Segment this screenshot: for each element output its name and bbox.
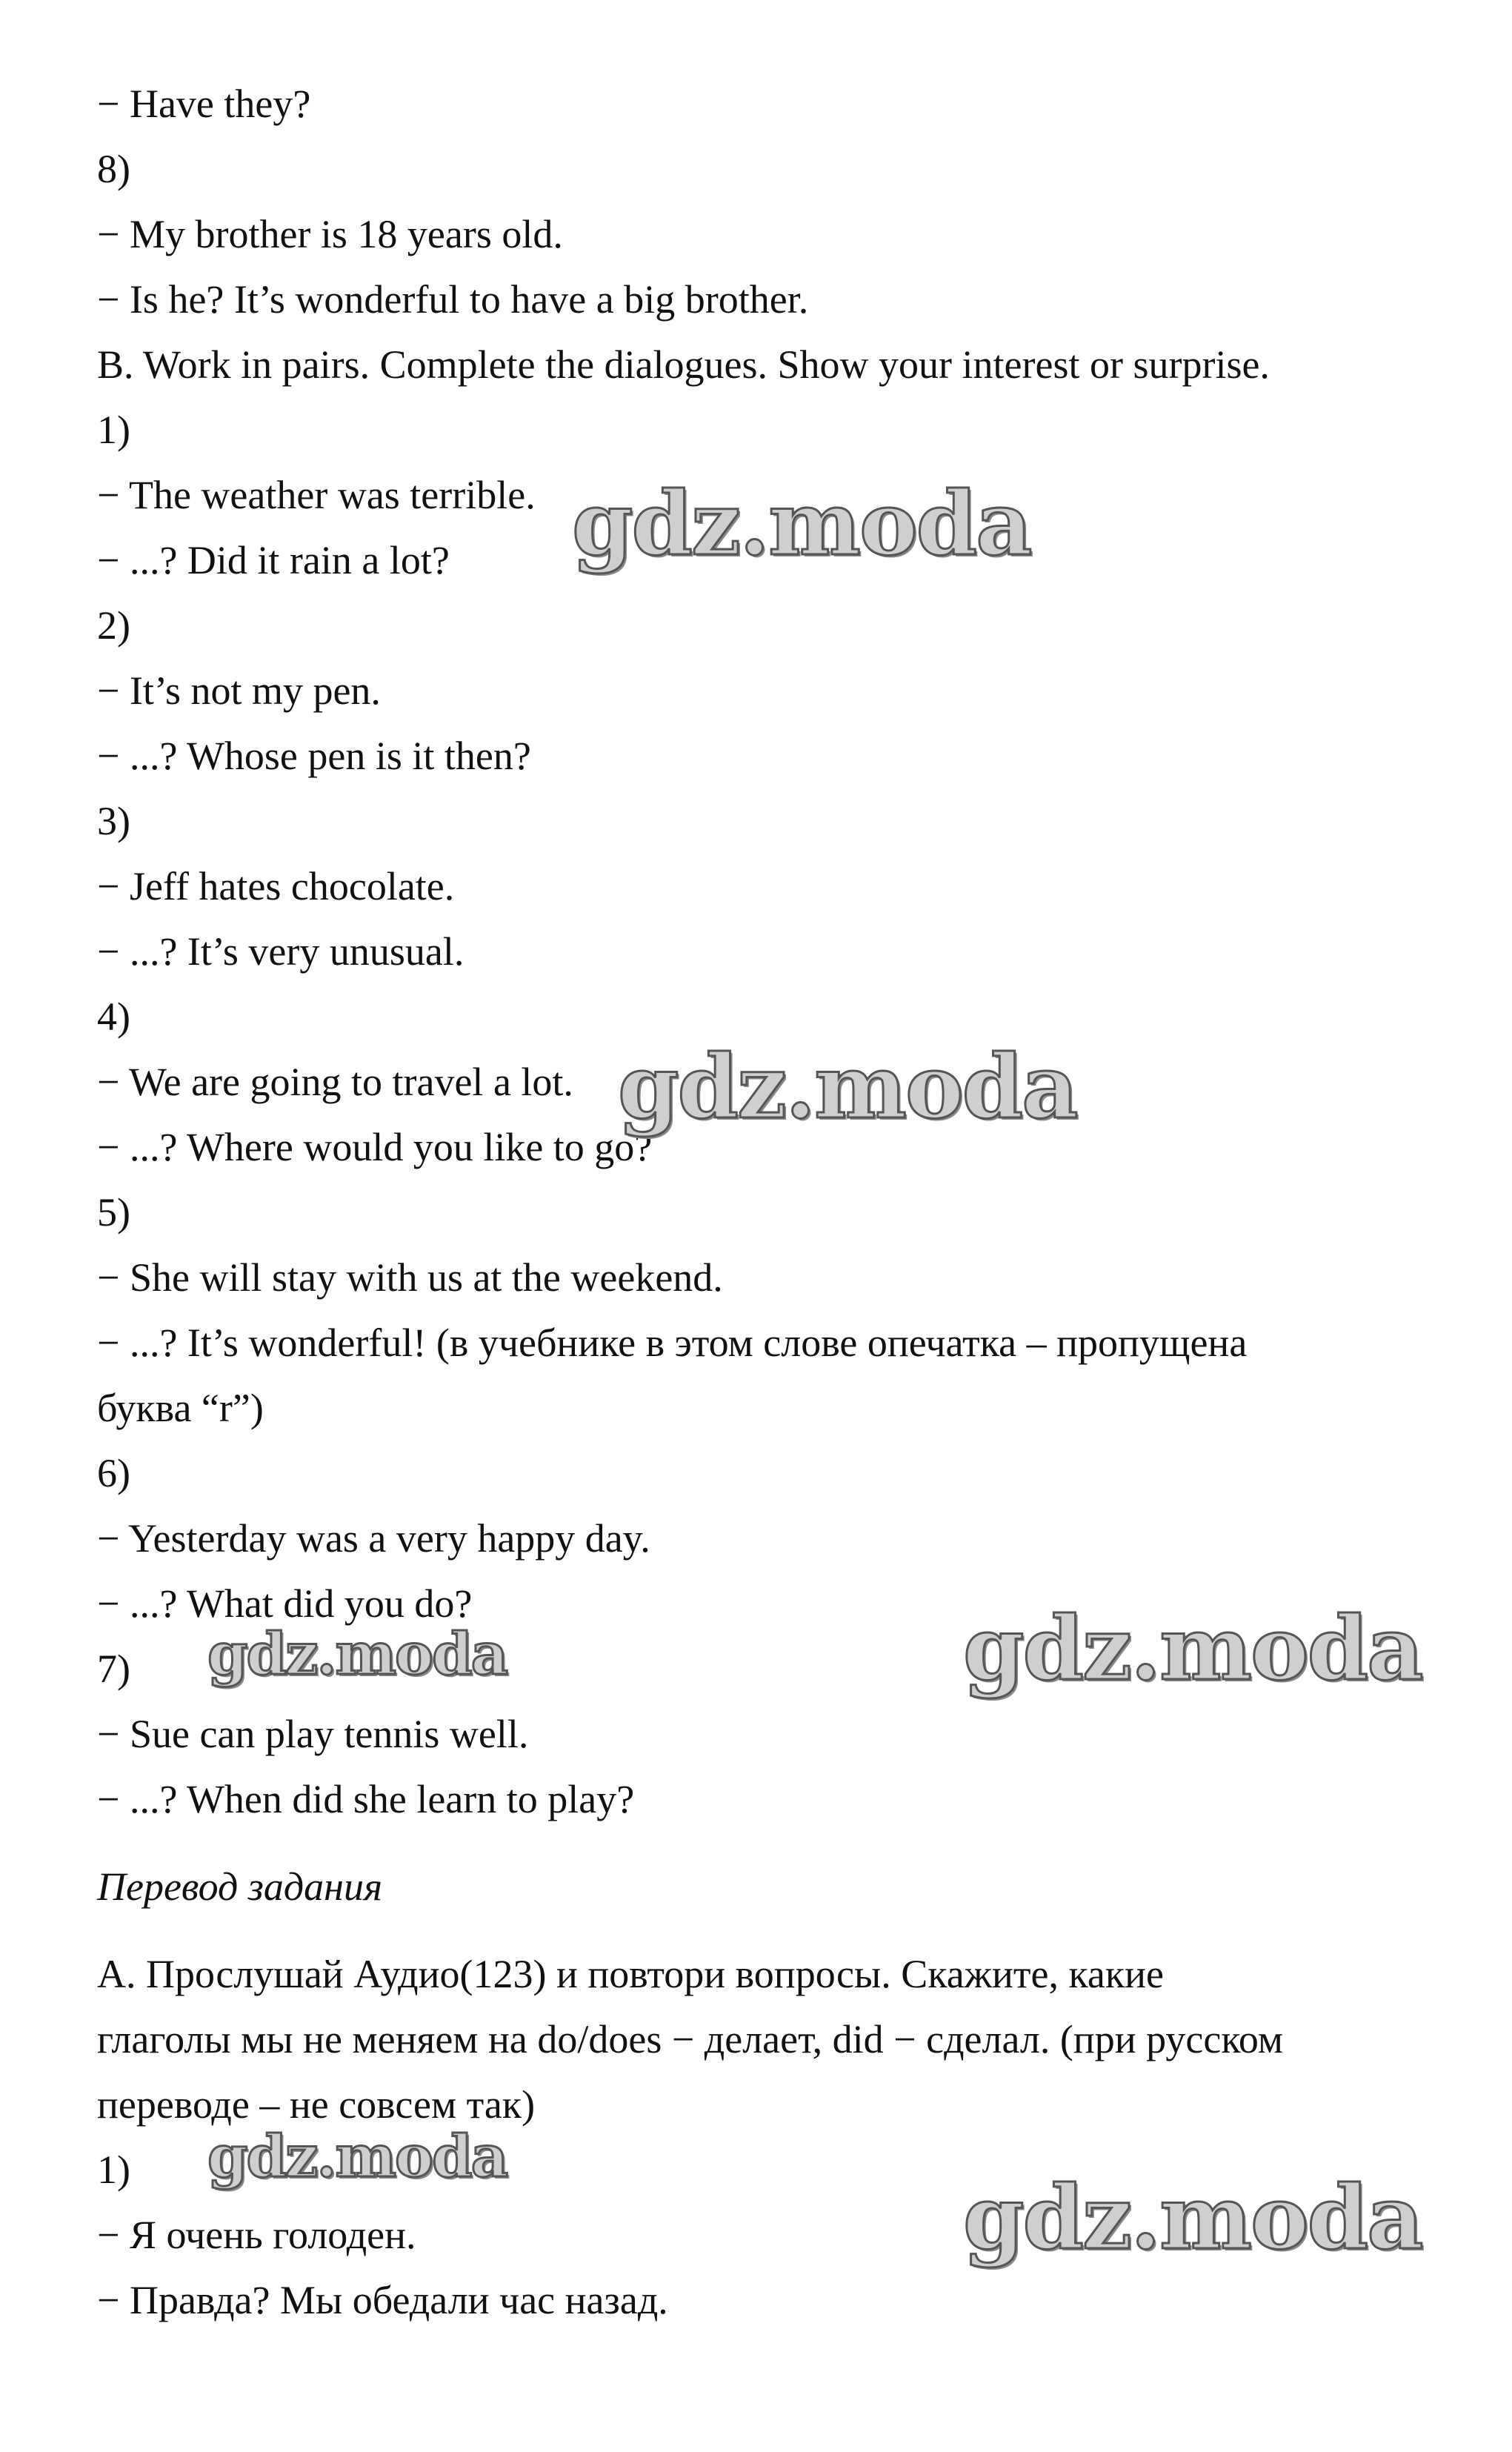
text-line: − Is he? It’s wonderful to have a big brother. [97, 277, 809, 322]
text-line: − Have they? [97, 82, 311, 126]
text-line: − ...? It’s wonderful! (в учебнике в этом слове опечатка – пропущена [97, 1320, 1248, 1365]
text-line: − She will stay with us at the weekend. [97, 1255, 723, 1300]
translation-heading: Перевод задания [97, 1864, 383, 1909]
text-line: − The weather was terrible. [97, 473, 536, 517]
watermark: gdz.moda [963, 1597, 1422, 1700]
text-line: переводе – не совсем так) [97, 2082, 536, 2127]
watermark: gdz.moda [572, 472, 1031, 575]
text-line: − ...? What did you do? [97, 1581, 473, 1626]
text-line: буква “r”) [97, 1386, 264, 1430]
watermark: gdz.moda [618, 1035, 1077, 1138]
watermark: gdz.moda [207, 2123, 507, 2190]
text-line: глаголы мы не меняем на do/does − делает, did − сделал. (при русском [97, 2017, 1283, 2061]
text-line: − ...? Whose pen is it then? [97, 734, 531, 778]
text-line: − Правда? Мы обедали час назад. [97, 2278, 668, 2322]
item-number: 4) [97, 994, 130, 1039]
text-line: − ...? Where would you like to go? [97, 1125, 653, 1169]
text-line: − ...? When did she learn to play? [97, 1777, 635, 1821]
text-line: − ...? It’s very unusual. [97, 929, 464, 974]
item-number: 5) [97, 1190, 130, 1235]
watermark: gdz.moda [963, 2166, 1422, 2269]
text-line: А. Прослушай Аудио(123) и повтори вопросы. Скажите, какие [97, 1952, 1164, 1996]
text-line: − It’s not my pen. [97, 668, 381, 713]
text-line: − My brother is 18 years old. [97, 212, 563, 256]
item-number: 3) [97, 799, 130, 843]
text-line: − We are going to travel a lot. [97, 1060, 573, 1104]
text-line: − Yesterday was a very happy day. [97, 1516, 650, 1561]
item-number: 1) [97, 408, 130, 452]
item-number: 7) [97, 1647, 130, 1691]
watermark: gdz.moda [207, 1621, 507, 1688]
text-line: − ...? Did it rain a lot? [97, 538, 450, 582]
text-line: − Я очень голоден. [97, 2213, 416, 2257]
text-line: − Sue can play tennis well. [97, 1712, 529, 1756]
text-line: 8) [97, 147, 130, 191]
item-number: 2) [97, 603, 130, 648]
item-number: 6) [97, 1451, 130, 1495]
text-line: − Jeff hates chocolate. [97, 864, 455, 908]
section-heading: B. Work in pairs. Complete the dialogues. Show your interest or surprise. [97, 342, 1270, 387]
item-number: 1) [97, 2147, 130, 2192]
